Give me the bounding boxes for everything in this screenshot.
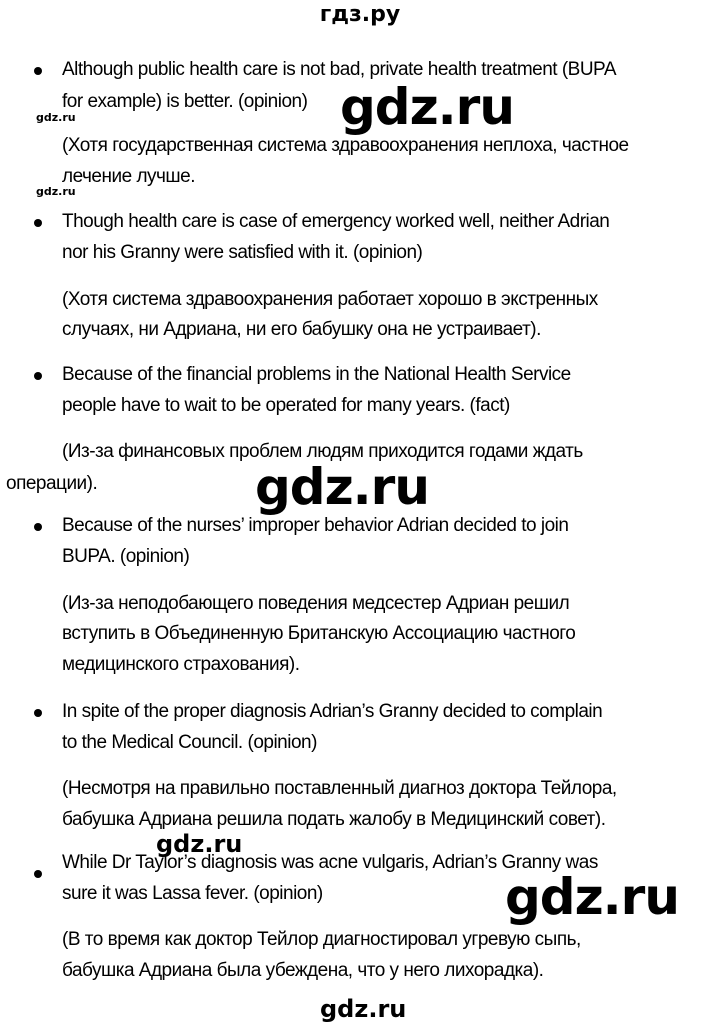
item-4-en-line-2: BUPA. (opinion) xyxy=(62,546,190,567)
item-3-ru-line-1: (Из-за финансовых проблем людям приходится годами ждать xyxy=(62,441,583,462)
item-5-en-line-1: In spite of the proper diagnosis Adrian’s Granny decided to complain xyxy=(62,701,603,722)
watermark-mid: gdz.ru xyxy=(156,830,243,858)
item-2-ru-line-2: случаях, ни Адриана, ни его бабушку она не устраивает). xyxy=(62,319,541,340)
watermark-small: gdz.ru xyxy=(36,111,76,124)
item-3-en-line-1: Because of the financial problems in the National Health Service xyxy=(62,364,571,385)
bullet-icon xyxy=(34,523,42,531)
item-2-en-line-1: Though health care is case of emergency worked well, neither Adrian xyxy=(62,211,610,232)
bullet-icon xyxy=(34,372,42,380)
item-6-en-line-2: sure it was Lassa fever. (opinion) xyxy=(62,883,323,904)
item-6-en-line-1: While Dr Taylor’s diagnosis was acne vulgaris, Adrian’s Granny was xyxy=(62,852,598,873)
item-4-ru-line-3: медицинского страхования). xyxy=(62,654,300,675)
item-4-en-line-1: Because of the nurses’ improper behavior Adrian decided to join xyxy=(62,515,569,536)
watermark-footer: gdz.ru xyxy=(320,995,407,1023)
item-1-ru-line-2: лечение лучше. xyxy=(62,166,196,187)
item-3-ru-line-2: операции). xyxy=(6,473,98,494)
item-5-ru-line-1: (Несмотря на правильно поставленный диагноз доктора Тейлора, xyxy=(62,778,617,799)
item-1-en-line-1: Although public health care is not bad, private health treatment (BUPA xyxy=(62,59,616,80)
item-1-en-line-2: for example) is better. (opinion) xyxy=(62,91,308,112)
item-2-en-line-2: nor his Granny were satisfied with it. (opinion) xyxy=(62,242,423,263)
bullet-icon xyxy=(34,67,42,75)
bullet-icon xyxy=(34,219,42,227)
item-5-ru-line-2: бабушка Адриана решила подать жалобу в Медицинский совет). xyxy=(62,809,606,830)
page-header: гдз.ру xyxy=(319,2,401,27)
item-3-en-line-2: people have to wait to be operated for many years. (fact) xyxy=(62,395,510,416)
watermark-small: gdz.ru xyxy=(36,185,76,198)
bullet-icon xyxy=(34,870,42,878)
item-4-ru-line-1: (Из-за неподобающего поведения медсестер Адриан решил xyxy=(62,593,570,614)
item-6-ru-line-2: бабушка Адриана была убеждена, что у него лихорадка). xyxy=(62,960,544,981)
item-2-ru-line-1: (Хотя система здравоохранения работает хорошо в экстренных xyxy=(62,289,598,310)
item-5-en-line-2: to the Medical Council. (opinion) xyxy=(62,732,317,753)
bullet-icon xyxy=(34,709,42,717)
watermark-big: gdz.ru xyxy=(340,78,514,136)
watermark-big: gdz.ru xyxy=(505,868,679,926)
watermark-big: gdz.ru xyxy=(255,458,429,516)
item-6-ru-line-1: (В то время как доктор Тейлор диагностировал угревую сыпь, xyxy=(62,929,581,950)
item-1-ru-line-1: (Хотя государственная система здравоохранения неплоха, частное xyxy=(62,135,629,156)
item-4-ru-line-2: вступить в Объединенную Британскую Ассоциацию частного xyxy=(62,623,576,644)
